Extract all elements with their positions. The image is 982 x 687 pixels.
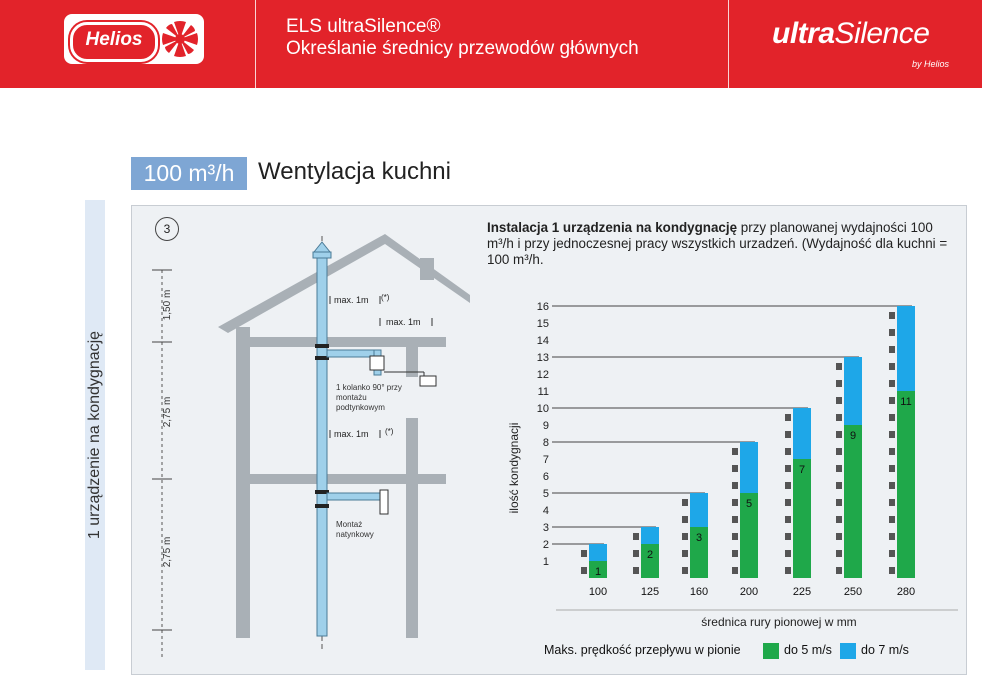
- floor-marker: [889, 363, 895, 370]
- legend-green-label: do 5 m/s: [784, 643, 832, 657]
- x-tick-label: 200: [739, 586, 759, 598]
- y-tick-label: 14: [536, 335, 549, 347]
- y-tick-label: 10: [536, 403, 549, 415]
- diagram-number: 3: [155, 217, 179, 241]
- floor-marker: [889, 533, 895, 540]
- floor-marker: [836, 516, 842, 523]
- y-tick-label: 16: [536, 301, 549, 313]
- floor-marker: [836, 431, 842, 438]
- x-tick-label: 160: [689, 586, 709, 598]
- elbow-note: 1 kolanko 90° przy montażu podtynkowym: [336, 383, 402, 412]
- legend-swatch-blue: [840, 643, 856, 659]
- floor-marker: [581, 550, 587, 557]
- y-tick-label: 6: [542, 471, 549, 483]
- floor-marker: [633, 533, 639, 540]
- floor-marker: [836, 482, 842, 489]
- floor-marker: [785, 448, 791, 455]
- floor-marker: [889, 397, 895, 404]
- y-tick-label: 2: [542, 539, 549, 551]
- floor-marker: [889, 567, 895, 574]
- floor-marker: [836, 567, 842, 574]
- y-tick-label: 4: [542, 505, 549, 517]
- floor-marker: [732, 465, 738, 472]
- floor-marker: [889, 329, 895, 336]
- floor-marker: [889, 431, 895, 438]
- floor-marker: [732, 567, 738, 574]
- floor-marker: [889, 312, 895, 319]
- max-label-3: max. 1m: [334, 429, 369, 439]
- floor-marker: [785, 414, 791, 421]
- legend-label: Maks. prędkość przepływu w pionie: [544, 643, 741, 657]
- floor-marker: [836, 380, 842, 387]
- floor-marker: [889, 516, 895, 523]
- y-tick-label: 1: [542, 556, 549, 568]
- floor-marker: [836, 465, 842, 472]
- floor-marker: [889, 465, 895, 472]
- bar-green: [793, 459, 811, 578]
- y-tick-label: 15: [536, 318, 549, 330]
- floor-marker: [732, 448, 738, 455]
- legend-swatch-green: [763, 643, 779, 659]
- bar-green: [844, 425, 862, 578]
- y-tick-label: 8: [542, 437, 549, 449]
- floor-marker: [889, 499, 895, 506]
- floor-marker: [785, 482, 791, 489]
- legend: [544, 643, 741, 657]
- bar-value-label: 1: [594, 566, 602, 578]
- y-tick-label: 12: [536, 369, 549, 381]
- brand-ultra: ultra: [772, 17, 835, 50]
- bar-value-label: 9: [849, 430, 857, 442]
- header-title-line2: Określanie średnicy przewodów głównych: [286, 38, 639, 59]
- floor-marker: [785, 465, 791, 472]
- logo-text: Helios: [85, 29, 143, 50]
- floor-marker: [889, 550, 895, 557]
- dim-label-mid: 2,75 m: [162, 396, 173, 428]
- floor-marker: [682, 567, 688, 574]
- floor-marker: [836, 550, 842, 557]
- floor-marker: [682, 499, 688, 506]
- floor-marker: [836, 448, 842, 455]
- flow-rate-badge: 100 m³/h: [131, 157, 247, 190]
- floor-marker: [836, 363, 842, 370]
- floor-marker: [836, 397, 842, 404]
- floor-marker: [732, 550, 738, 557]
- dim-label-low: 2,75 m: [162, 536, 173, 568]
- y-tick-label: 13: [536, 352, 549, 364]
- floor-marker: [581, 567, 587, 574]
- floor-marker: [732, 516, 738, 523]
- floor-marker: [682, 533, 688, 540]
- bar-value-label: 3: [695, 532, 703, 544]
- y-tick-label: 3: [542, 522, 549, 534]
- floor-marker: [785, 550, 791, 557]
- bar-green: [897, 391, 915, 578]
- floor-marker: [682, 516, 688, 523]
- y-tick-label: 9: [542, 420, 549, 432]
- header-title-line1: ELS ultraSilence®: [286, 16, 441, 37]
- bar-value-label: 5: [745, 498, 753, 510]
- floor-marker: [785, 567, 791, 574]
- description-text: przy planowanej wydajności 100 m³/h i przy jednoczesnej pracy wszystkich urzadzeń. (Wydajność dla kuchni = 100 m³/h.: [487, 220, 948, 267]
- bar-value-label: 7: [798, 464, 806, 476]
- floor-marker: [785, 533, 791, 540]
- dim-label-top: 1,50 m: [162, 289, 173, 321]
- bar-value-label: 11: [900, 396, 912, 408]
- y-tick-label: 7: [542, 454, 549, 466]
- x-tick-label: 250: [843, 586, 863, 598]
- x-tick-label: 225: [792, 586, 812, 598]
- bar-value-label: 2: [646, 549, 654, 561]
- x-tick-label: 125: [640, 586, 660, 598]
- max-label-2: max. 1m: [386, 317, 421, 327]
- description-bold: Instalacja 1 urządzenia na kondygnację: [487, 220, 738, 235]
- max-label-1: max. 1m: [334, 295, 369, 305]
- x-tick-label: 100: [588, 586, 608, 598]
- chart-ylabel: ilość kondygnacji: [507, 422, 521, 514]
- floor-marker: [633, 567, 639, 574]
- floor-marker: [682, 550, 688, 557]
- floor-marker: [889, 448, 895, 455]
- floor-marker: [889, 380, 895, 387]
- section-title: Wentylacja kuchni: [258, 158, 451, 185]
- floor-marker: [732, 482, 738, 489]
- note-3: (*): [385, 427, 394, 436]
- chart-xlabel: średnica rury pionowej w mm: [701, 615, 857, 629]
- floor-marker: [732, 533, 738, 540]
- floor-marker: [836, 533, 842, 540]
- legend-blue-label: do 7 m/s: [861, 643, 909, 657]
- floor-marker: [633, 550, 639, 557]
- brand-silence: Silence: [834, 17, 930, 50]
- floor-marker: [785, 431, 791, 438]
- y-tick-label: 11: [537, 386, 549, 398]
- floor-marker: [836, 414, 842, 421]
- floor-marker: [732, 499, 738, 506]
- x-tick-label: 280: [896, 586, 916, 598]
- floor-marker: [836, 499, 842, 506]
- floor-marker: [889, 482, 895, 489]
- floor-marker: [785, 499, 791, 506]
- surface-mount-note: Montaż natynkowy: [336, 520, 374, 539]
- floor-marker: [889, 414, 895, 421]
- floor-marker: [889, 346, 895, 353]
- note-1: (*): [381, 293, 390, 302]
- y-tick-label: 5: [542, 488, 549, 500]
- side-label-text: 1 urządzenie na kondygnację: [86, 330, 103, 540]
- brand-by: by Helios: [912, 59, 950, 69]
- floor-marker: [785, 516, 791, 523]
